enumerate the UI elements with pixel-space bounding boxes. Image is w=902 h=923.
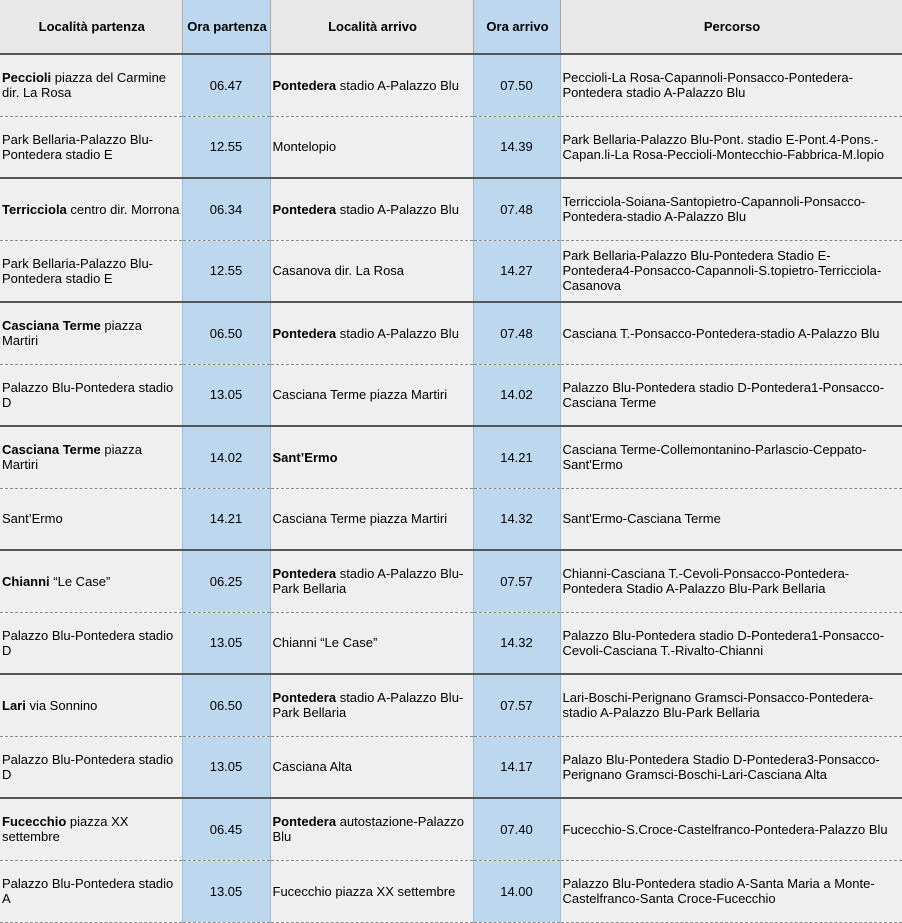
departure-location (0, 612, 182, 674)
arrival-location-detail: Casciana Alta (272, 759, 352, 775)
table-row (0, 736, 902, 798)
header-ora-partenza: Ora partenza (182, 0, 270, 54)
departure-time: 14.21 (182, 488, 270, 550)
departure-time: 06.47 (182, 54, 270, 116)
departure-location-detail: Palazzo Blu-Pontedera stadio D (2, 379, 174, 410)
arrival-location-detail: Casanova dir. La Rosa (272, 263, 405, 279)
route: Peccioli-La Rosa-Capannoli-Ponsacco-Pontedera-Pontedera stadio A-Palazzo Blu (560, 54, 902, 116)
departure-location-town: Casciana Terme (2, 442, 101, 458)
route: Park Bellaria-Palazzo Blu-Pontedera Stadio E-Pontedera4-Ponsacco-Capannoli-S.topietro-Terricciola-Casanova (560, 240, 902, 302)
departure-location (0, 364, 182, 426)
departure-location-detail: piazza del Carmine dir. La Rosa (2, 70, 167, 101)
table-row (0, 860, 902, 922)
arrival-location (270, 798, 473, 860)
route: Chianni-Casciana T.-Cevoli-Ponsacco-Pontedera-Pontedera Stadio A-Palazzo Blu-Park Bellaria (560, 550, 902, 612)
table-row (0, 426, 902, 488)
table-row (0, 612, 902, 674)
departure-location (0, 426, 182, 488)
header-localita-partenza: Località partenza (0, 0, 182, 54)
arrival-location (270, 240, 473, 302)
departure-location-detail: Sant’Ermo (2, 511, 63, 527)
arrival-location-detail: Casciana Terme piazza Martiri (272, 511, 448, 527)
arrival-time: 14.39 (473, 116, 560, 178)
departure-location-detail: Park Bellaria-Palazzo Blu-Pontedera stadio E (2, 131, 154, 162)
departure-time: 12.55 (182, 240, 270, 302)
arrival-time: 07.48 (473, 178, 560, 240)
departure-location-town: Peccioli (2, 70, 52, 86)
departure-time: 13.05 (182, 612, 270, 674)
arrival-location (270, 54, 473, 116)
route: Palazo Blu-Pontedera Stadio D-Pontedera3-Ponsacco-Perignano Gramsci-Boschi-Lari-Casciana Alta (560, 736, 902, 798)
arrival-time: 07.57 (473, 550, 560, 612)
table-row (0, 116, 902, 178)
arrival-time: 14.32 (473, 612, 560, 674)
route: Palazzo Blu-Pontedera stadio D-Pontedera1-Ponsacco-Casciana Terme (560, 364, 902, 426)
route: Casciana Terme-Collemontanino-Parlascio-Ceppato-Sant'Ermo (560, 426, 902, 488)
table-row (0, 54, 902, 116)
arrival-location-detail: Fucecchio piazza XX settembre (272, 883, 456, 899)
table-row (0, 178, 902, 240)
arrival-location-detail: Casciana Terme piazza Martiri (272, 387, 448, 403)
departure-location-detail: piazza Martiri (2, 318, 142, 349)
arrival-time: 07.50 (473, 54, 560, 116)
route: Fucecchio-S.Croce-Castelfranco-Pontedera-Palazzo Blu (560, 798, 902, 860)
arrival-location (270, 302, 473, 364)
arrival-location-detail: autostazione-Palazzo Blu (272, 814, 464, 845)
departure-location-detail: via Sonnino (25, 697, 98, 713)
departure-location (0, 116, 182, 178)
arrival-time: 07.40 (473, 798, 560, 860)
arrival-time: 14.27 (473, 240, 560, 302)
departure-location-detail: Palazzo Blu-Pontedera stadio D (2, 751, 174, 782)
table-row (0, 240, 902, 302)
header-ora-arrivo: Ora arrivo (473, 0, 560, 54)
departure-location (0, 240, 182, 302)
departure-location-town: Casciana Terme (2, 318, 101, 334)
arrival-location (270, 488, 473, 550)
route: Terricciola-Soiana-Santopietro-Capannoli-Ponsacco-Pontedera-stadio A-Palazzo Blu (560, 178, 902, 240)
departure-time: 06.25 (182, 550, 270, 612)
departure-location-town: Lari (2, 697, 26, 713)
departure-location-detail: Palazzo Blu-Pontedera stadio D (2, 627, 174, 658)
departure-time: 14.02 (182, 426, 270, 488)
arrival-time: 14.21 (473, 426, 560, 488)
arrival-location-town: Pontedera (272, 201, 337, 217)
departure-location (0, 54, 182, 116)
departure-location-detail: Palazzo Blu-Pontedera stadio A (2, 876, 174, 906)
departure-location-detail: centro dir. Morrona (66, 201, 180, 217)
header-row (0, 0, 902, 54)
arrival-time: 14.02 (473, 364, 560, 426)
table-row (0, 550, 902, 612)
departure-location (0, 302, 182, 364)
departure-location-town: Chianni (2, 573, 50, 589)
route: Palazzo Blu-Pontedera stadio D-Pontedera1-Ponsacco-Cevoli-Casciana T.-Rivalto-Chianni (560, 612, 902, 674)
header-localita-arrivo: Località arrivo (270, 0, 473, 54)
arrival-location-town: Pontedera (272, 566, 337, 582)
arrival-location-detail: stadio A-Palazzo Blu-Park Bellaria (272, 690, 464, 721)
departure-location-town: Terricciola (2, 201, 67, 217)
arrival-location (270, 736, 473, 798)
header-percorso: Percorso (560, 0, 902, 54)
arrival-time: 14.17 (473, 736, 560, 798)
route: Palazzo Blu-Pontedera stadio A-Santa Maria a Monte-Castelfranco-Santa Croce-Fucecchio (560, 860, 902, 922)
arrival-location-town: Pontedera (272, 690, 337, 706)
arrival-location-detail: stadio A-Palazzo Blu (336, 77, 459, 93)
table-row (0, 302, 902, 364)
arrival-time: 14.32 (473, 488, 560, 550)
departure-location-detail: piazza Martiri (2, 442, 142, 473)
departure-time: 06.50 (182, 302, 270, 364)
departure-time: 13.05 (182, 860, 270, 922)
arrival-time: 07.48 (473, 302, 560, 364)
departure-location-detail: “Le Case” (49, 573, 111, 589)
departure-time: 12.55 (182, 116, 270, 178)
arrival-location (270, 860, 473, 922)
arrival-location (270, 116, 473, 178)
departure-location (0, 178, 182, 240)
departure-location-detail: Park Bellaria-Palazzo Blu-Pontedera stadio E (2, 255, 154, 286)
route: Casciana T.-Ponsacco-Pontedera-stadio A-Palazzo Blu (560, 302, 902, 364)
arrival-location-town: Pontedera (272, 325, 337, 341)
arrival-location (270, 674, 473, 736)
departure-location (0, 674, 182, 736)
table-row (0, 364, 902, 426)
arrival-location-town: Pontedera (272, 77, 337, 93)
arrival-location (270, 364, 473, 426)
departure-location-detail: piazza XX settembre (2, 814, 129, 845)
table-row (0, 674, 902, 736)
arrival-location-detail: stadio A-Palazzo Blu-Park Bellaria (272, 566, 464, 597)
arrival-time: 14.00 (473, 860, 560, 922)
route: Lari-Boschi-Perignano Gramsci-Ponsacco-Pontedera-stadio A-Palazzo Blu-Park Bellaria (560, 674, 902, 736)
departure-time: 13.05 (182, 364, 270, 426)
arrival-location (270, 550, 473, 612)
departure-location (0, 550, 182, 612)
departure-location (0, 798, 182, 860)
route: Sant'Ermo-Casciana Terme (560, 488, 902, 550)
arrival-location-detail: stadio A-Palazzo Blu (336, 325, 459, 341)
arrival-location-detail: stadio A-Palazzo Blu (336, 201, 459, 217)
arrival-location-detail: Chianni “Le Case” (272, 635, 378, 651)
arrival-location-town: Sant’Ermo (272, 449, 338, 465)
departure-time: 06.50 (182, 674, 270, 736)
departure-time: 06.34 (182, 178, 270, 240)
table-row (0, 798, 902, 860)
departure-location-town: Fucecchio (2, 814, 67, 830)
departure-time: 06.45 (182, 798, 270, 860)
arrival-location-town: Pontedera (272, 814, 337, 830)
departure-location (0, 736, 182, 798)
arrival-location (270, 178, 473, 240)
route: Park Bellaria-Palazzo Blu-Pont. stadio E-Pont.4-Pons.-Capan.li-La Rosa-Peccioli-Montecchio-Fabbrica-M.lopio (560, 116, 902, 178)
departure-time: 13.05 (182, 736, 270, 798)
departure-location (0, 488, 182, 550)
departure-location (0, 860, 182, 922)
arrival-time: 07.57 (473, 674, 560, 736)
arrival-location (270, 612, 473, 674)
table-row (0, 488, 902, 550)
arrival-location (270, 426, 473, 488)
arrival-location-detail: Montelopio (272, 139, 337, 155)
